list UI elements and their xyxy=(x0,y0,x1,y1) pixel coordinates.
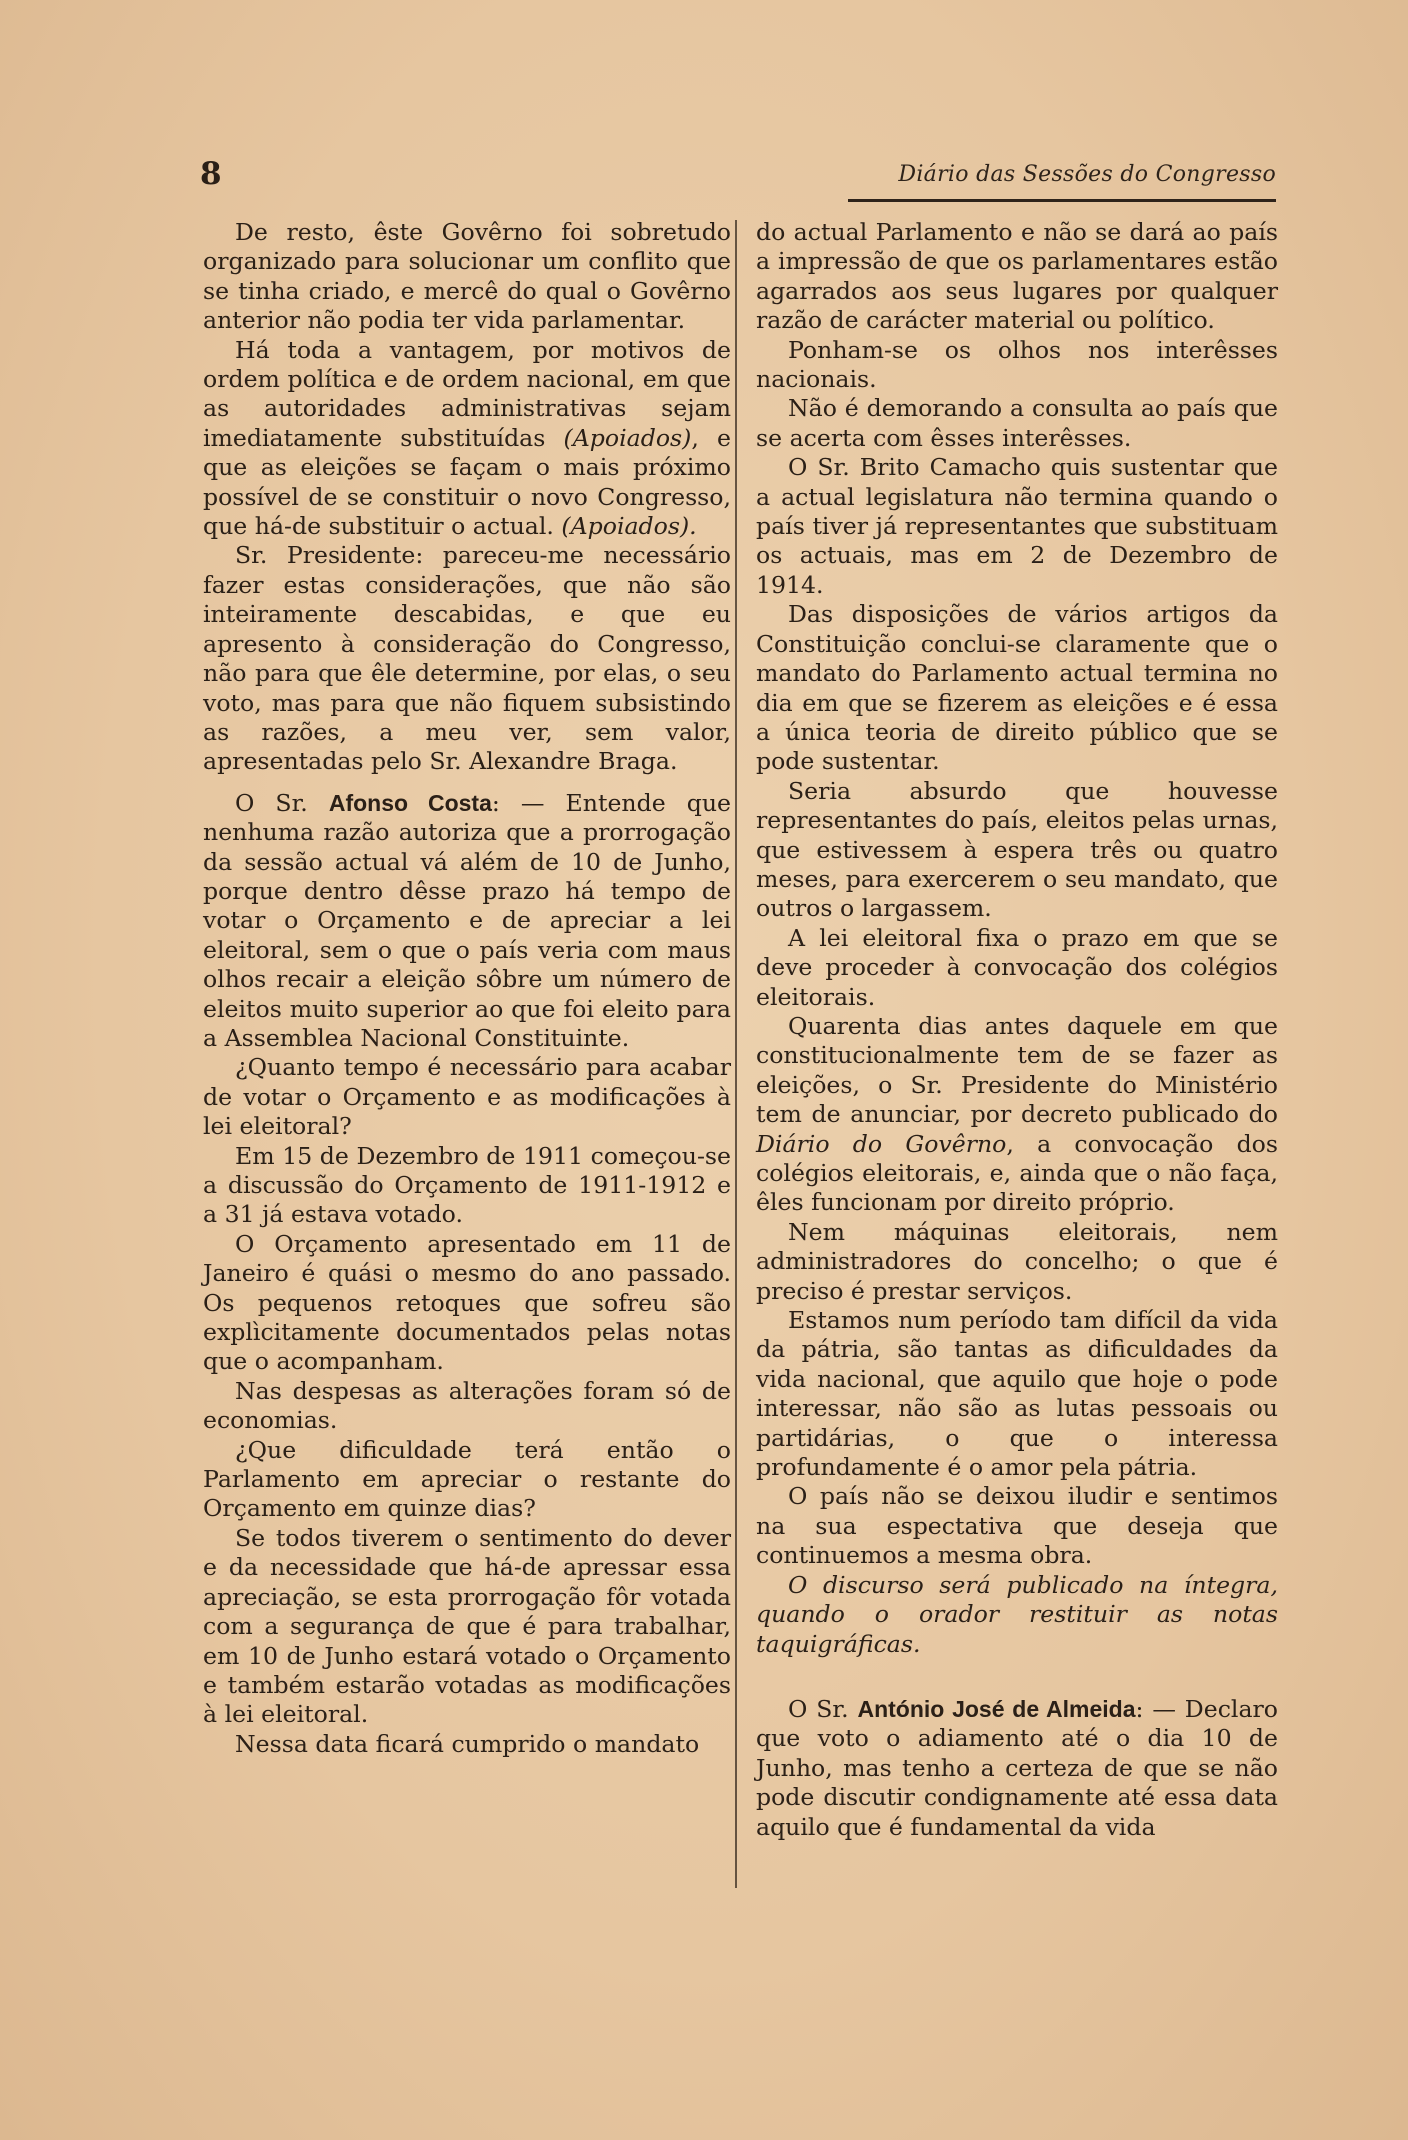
paragraph xyxy=(756,1012,1278,1218)
column-divider xyxy=(735,220,737,1888)
paragraph-text: : — Declaro que voto o adiamento até o dia 10 de Junho, mas tenho a certeza de que se não pode discutir condignamente até essa data aquilo que é fundamental da vida xyxy=(756,1694,1279,1841)
speaker-name: António José de Almeida xyxy=(857,1695,1136,1722)
paragraph-text: , e que as eleições se façam o mais próximo possível de se constituir o novo Congresso, que há-de substituir o actual. xyxy=(203,423,731,541)
paragraph: O Sr. Brito Camacho quis sustentar que a actual legislatura não termina quando o país tiver já representantes que substituam os actuais, mas em 2 de Dezembro de 1914. xyxy=(756,453,1278,599)
paragraph: Sr. Presidente: pareceu-me necessário fazer estas considerações, que não são inteiramente descabidas, e que eu apresento à consideração do Congresso, não para que êle determine, por elas, o seu voto, mas para que não fiquem subsistindo as razões, a meu ver, sem valor, apresentadas pelo Sr. Alexandre Braga. xyxy=(203,541,731,776)
paragraph xyxy=(203,336,731,542)
paragraph-text: Há toda a vantagem, por motivos de ordem política e de ordem nacional, em que as autoridades administrativas sejam imediatamente substituídas xyxy=(203,335,731,452)
paragraph: O país não se deixou iludir e sentimos na sua espectativa que deseja que continuemos a mesma obra. xyxy=(756,1482,1278,1570)
paragraph: Não é demorando a consulta ao país que se acerta com êsses interêsses. xyxy=(756,394,1278,452)
paragraph: ¿Quanto tempo é necessário para acabar de votar o Orçamento e as modificações à lei eleitoral? xyxy=(203,1053,731,1141)
header-rule xyxy=(848,199,1276,202)
speaker-prefix: O Sr. xyxy=(235,788,308,817)
journal-title: Diário das Sessões do Congresso xyxy=(898,162,1276,187)
paragraph: O Orçamento apresentado em 11 de Janeiro é quási o mesmo do ano passado. Os pequenos retoques que sofreu são explìcitamente documentados pelas notas que o acompanham. xyxy=(203,1229,731,1376)
publication-name: Diário do Govêrno xyxy=(756,1129,1007,1158)
annotation-apoiados: (Apoiados). xyxy=(561,512,697,541)
paragraph: De resto, êste Govêrno foi sobretudo organizado para solucionar um conflito que se tinha criado, e mercê do qual o Govêrno anterior não podia ter vida parlamentar. xyxy=(203,218,731,335)
paragraph: Nessa data ficará cumprido o mandato xyxy=(235,1729,700,1758)
speaker-name: Afonso Costa xyxy=(328,789,492,816)
paragraph: ¿Que dificuldade terá então o Parlamento em apreciar o restante do Orçamento em quinze dias? xyxy=(203,1435,731,1523)
page-number: 8 xyxy=(200,156,222,192)
paragraph: Seria absurdo que houvesse representantes do país, eleitos pelas urnas, que estivessem à espera três ou quatro meses, para exercerem o seu mandato, que outros o largassem. xyxy=(756,776,1278,923)
paragraph: Nas despesas as alterações foram só de economias. xyxy=(203,1376,731,1435)
paragraph-text: Quarenta dias antes daquele em que constitucionalmente tem de se fazer as eleições, o Sr. Presidente do Ministério tem de anunciar, por decreto publicado do xyxy=(756,1011,1278,1129)
paragraph: do actual Parlamento e não se dará ao país a impressão de que os parlamentares estão agarrados aos seus lugares por qualquer razão de carácter material ou político. xyxy=(756,218,1278,335)
paragraph: Em 15 de Dezembro de 1911 começou-se a discussão do Orçamento de 1911-1912 e a 31 já estava votado. xyxy=(203,1141,731,1229)
editorial-note: O discurso será publicado na íntegra, quando o orador restituir as notas taquigráficas. xyxy=(756,1570,1278,1658)
paragraph: Estamos num período tam difícil da vida da pátria, são tantas as dificuldades da vida nacional, que aquilo que hoje o pode interessar, não são as lutas pessoais ou partidárias, o que o interessa profundamente é o amor pela pátria. xyxy=(756,1306,1278,1482)
paragraph: A lei eleitoral fixa o prazo em que se deve proceder à convocação dos colégios eleitorais. xyxy=(756,923,1278,1011)
speech-paragraph xyxy=(203,789,731,1054)
paragraph-text: , a convocação dos colégios eleitorais, e, ainda que o não faça, êles funcionam por direito próprio. xyxy=(756,1129,1278,1217)
right-column xyxy=(756,218,1278,1842)
paragraph: Nem máquinas eleitorais, nem administradores do concelho; o que é preciso é prestar serviços. xyxy=(756,1217,1278,1305)
left-column xyxy=(203,218,731,1759)
annotation-apoiados: (Apoiados) xyxy=(563,423,692,452)
paragraph: Ponham-se os olhos nos interêsses nacionais. xyxy=(756,335,1278,394)
paragraph: Se todos tiverem o sentimento do dever e da necessidade que há-de apressar essa apreciação, se esta prorrogação fôr votada com a segurança de que é para trabalhar, em 10 de Junho estará votado o Orçamento e também estarão votadas as modificações à lei eleitoral. xyxy=(203,1523,731,1729)
paragraph: Das disposições de vários artigos da Constituição conclui-se claramente que o mandato do Parlamento actual termina no dia em que se fizerem as eleições e é essa a única teoria de direito público que se pode sustentar. xyxy=(756,600,1278,776)
speaker-prefix: O Sr. xyxy=(788,1694,849,1723)
speech-paragraph xyxy=(756,1695,1278,1842)
paragraph-text: : — Entende que nenhuma razão autoriza que a prorrogação da sessão actual vá além de 10 de Junho, porque dentro dêsse prazo há tempo de votar o Orçamento e de apreciar a lei eleitoral, sem o que o país veria com maus olhos recair a eleição sôbre um número de eleitos muito superior ao que foi eleito para a Assemblea Nacional Constituinte. xyxy=(203,788,731,1052)
